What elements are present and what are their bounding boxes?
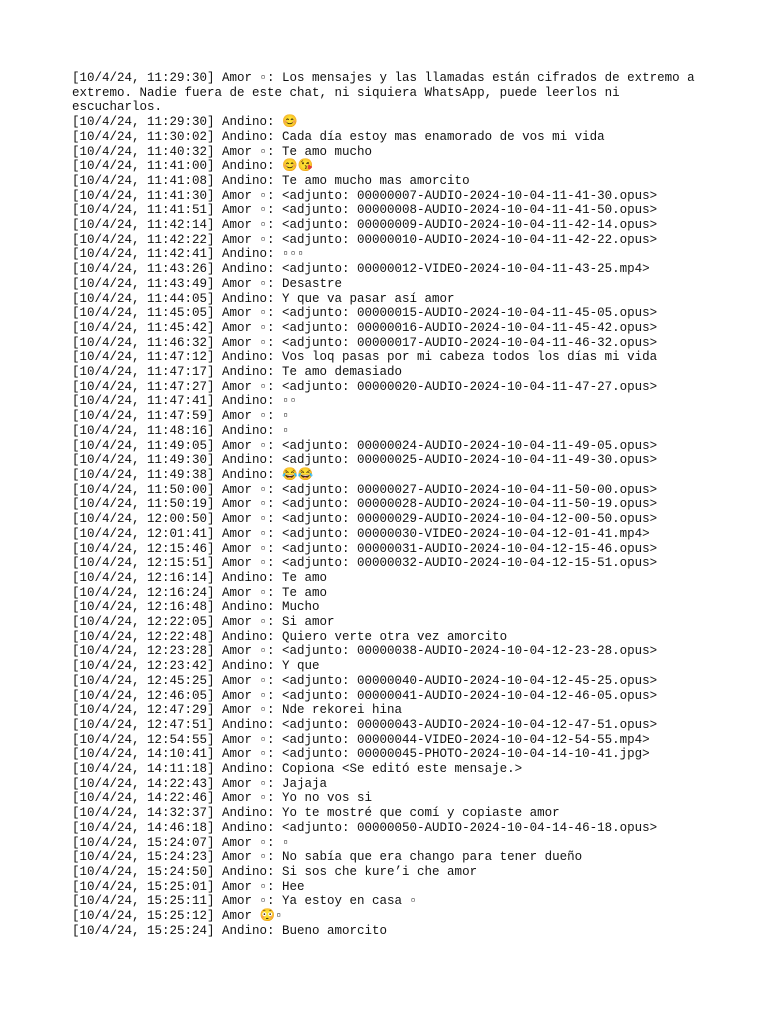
chat-line: [10/4/24, 11:49:38] Andino: 😂😂 (72, 467, 314, 482)
chat-line: [10/4/24, 11:43:26] Andino: <adjunto: 00000012-VIDEO-2024-10-04-11-43-25.mp4> (72, 262, 650, 277)
chat-line: [10/4/24, 11:47:41] Andino: ▫▫ (72, 394, 298, 409)
chat-line: [10/4/24, 12:46:05] Amor ▫: <adjunto: 00000041-AUDIO-2024-10-04-12-46-05.opus> (72, 688, 658, 703)
chat-line: [10/4/24, 11:42:14] Amor ▫: <adjunto: 00000009-AUDIO-2024-10-04-11-42-14.opus> (72, 218, 658, 233)
chat-line: [10/4/24, 15:24:07] Amor ▫: ▫ (72, 835, 290, 850)
chat-line: [10/4/24, 11:44:05] Andino: Y que va pasar así amor (72, 291, 455, 306)
chat-line: [10/4/24, 12:22:48] Andino: Quiero verte otra vez amorcito (72, 629, 508, 644)
chat-line: [10/4/24, 12:16:24] Amor ▫: Te amo (72, 585, 328, 600)
chat-line: [10/4/24, 15:25:12] Amor 😳▫ (72, 909, 283, 924)
chat-line: [10/4/24, 14:22:46] Amor ▫: Yo no vos si (72, 791, 373, 806)
chat-line: [10/4/24, 12:00:50] Amor ▫: <adjunto: 00000029-AUDIO-2024-10-04-12-00-50.opus> (72, 512, 658, 527)
chat-line: [10/4/24, 14:46:18] Andino: <adjunto: 00000050-AUDIO-2024-10-04-14-46-18.opus> (72, 820, 658, 835)
chat-line: [10/4/24, 11:29:30] Andino: 😊 (72, 115, 298, 130)
chat-line: [10/4/24, 11:45:05] Amor ▫: <adjunto: 00000015-AUDIO-2024-10-04-11-45-05.opus> (72, 306, 658, 321)
chat-line: [10/4/24, 11:41:08] Andino: Te amo mucho mas amorcito (72, 173, 470, 188)
chat-line: [10/4/24, 11:43:49] Amor ▫: Desastre (72, 276, 343, 291)
chat-line: [10/4/24, 11:50:00] Amor ▫: <adjunto: 00000027-AUDIO-2024-10-04-11-50-00.opus> (72, 482, 658, 497)
chat-line: [10/4/24, 11:50:19] Amor ▫: <adjunto: 00000028-AUDIO-2024-10-04-11-50-19.opus> (72, 497, 658, 512)
chat-line: [10/4/24, 12:23:28] Amor ▫: <adjunto: 00000038-AUDIO-2024-10-04-12-23-28.opus> (72, 644, 658, 659)
chat-line: [10/4/24, 12:15:51] Amor ▫: <adjunto: 00000032-AUDIO-2024-10-04-12-15-51.opus> (72, 556, 658, 571)
chat-line: [10/4/24, 15:24:23] Amor ▫: No sabía que era chango para tener dueño (72, 850, 583, 865)
chat-line: [10/4/24, 15:25:01] Amor ▫: Hee (72, 879, 305, 894)
chat-line: [10/4/24, 11:47:27] Amor ▫: <adjunto: 00000020-AUDIO-2024-10-04-11-47-27.opus> (72, 379, 658, 394)
chat-line: [10/4/24, 11:48:16] Andino: ▫ (72, 423, 290, 438)
chat-line: [10/4/24, 11:40:32] Amor ▫: Te amo mucho (72, 144, 373, 159)
chat-line: [10/4/24, 11:46:32] Amor ▫: <adjunto: 00000017-AUDIO-2024-10-04-11-46-32.opus> (72, 335, 658, 350)
chat-line: [10/4/24, 11:45:42] Amor ▫: <adjunto: 00000016-AUDIO-2024-10-04-11-45-42.opus> (72, 320, 658, 335)
chat-line: [10/4/24, 14:32:37] Andino: Yo te mostré que comí y copiaste amor (72, 806, 560, 821)
chat-line: [10/4/24, 11:41:51] Amor ▫: <adjunto: 00000008-AUDIO-2024-10-04-11-41-50.opus> (72, 203, 658, 218)
chat-line: [10/4/24, 12:54:55] Amor ▫: <adjunto: 00000044-VIDEO-2024-10-04-12-54-55.mp4> (72, 732, 650, 747)
chat-line: [10/4/24, 11:29:30] Amor ▫: Los mensajes y las llamadas están cifrados de extremo a extremo. Nadie fuera de este chat, ni siquiera WhatsApp, puede leerlos ni escucharlos. (72, 71, 703, 115)
chat-line: [10/4/24, 11:47:17] Andino: Te amo demasiado (72, 365, 403, 380)
chat-line: [10/4/24, 11:30:02] Andino: Cada día estoy mas enamorado de vos mi vida (72, 129, 605, 144)
chat-line: [10/4/24, 14:22:43] Amor ▫: Jajaja (72, 776, 328, 791)
chat-line: [10/4/24, 12:47:51] Andino: <adjunto: 00000043-AUDIO-2024-10-04-12-47-51.opus> (72, 717, 658, 732)
chat-line: [10/4/24, 11:42:22] Amor ▫: <adjunto: 00000010-AUDIO-2024-10-04-11-42-22.opus> (72, 232, 658, 247)
chat-log (72, 71, 702, 938)
chat-line: [10/4/24, 12:01:41] Amor ▫: <adjunto: 00000030-VIDEO-2024-10-04-12-01-41.mp4> (72, 526, 650, 541)
chat-line: [10/4/24, 11:49:30] Andino: <adjunto: 00000025-AUDIO-2024-10-04-11-49-30.opus> (72, 453, 658, 468)
chat-line: [10/4/24, 11:41:30] Amor ▫: <adjunto: 00000007-AUDIO-2024-10-04-11-41-30.opus> (72, 188, 658, 203)
chat-line: [10/4/24, 15:25:24] Andino: Bueno amorcito (72, 923, 388, 938)
chat-line: [10/4/24, 11:47:59] Amor ▫: ▫ (72, 409, 290, 424)
chat-line: [10/4/24, 12:23:42] Andino: Y que (72, 659, 320, 674)
chat-line: [10/4/24, 15:24:50] Andino: Si sos che kure’i che amor (72, 864, 478, 879)
chat-line: [10/4/24, 11:41:00] Andino: 😊😘 (72, 159, 314, 174)
chat-line: [10/4/24, 14:10:41] Amor ▫: <adjunto: 00000045-PHOTO-2024-10-04-14-10-41.jpg> (72, 747, 650, 762)
chat-line: [10/4/24, 12:16:48] Andino: Mucho (72, 600, 320, 615)
chat-line: [10/4/24, 12:45:25] Amor ▫: <adjunto: 00000040-AUDIO-2024-10-04-12-45-25.opus> (72, 673, 658, 688)
chat-line: [10/4/24, 11:47:12] Andino: Vos loq pasas por mi cabeza todos los días mi vida (72, 350, 658, 365)
chat-line: [10/4/24, 11:42:41] Andino: ▫▫▫ (72, 247, 305, 262)
chat-line: [10/4/24, 14:11:18] Andino: Copiona <Se editó este mensaje.> (72, 762, 523, 777)
chat-line: [10/4/24, 12:47:29] Amor ▫: Nde rekorei hina (72, 703, 403, 718)
chat-line: [10/4/24, 12:16:14] Andino: Te amo (72, 570, 328, 585)
chat-line: [10/4/24, 12:15:46] Amor ▫: <adjunto: 00000031-AUDIO-2024-10-04-12-15-46.opus> (72, 541, 658, 556)
chat-line: [10/4/24, 15:25:11] Amor ▫: Ya estoy en casa ▫ (72, 894, 418, 909)
chat-line: [10/4/24, 12:22:05] Amor ▫: Si amor (72, 615, 335, 630)
chat-line: [10/4/24, 11:49:05] Amor ▫: <adjunto: 00000024-AUDIO-2024-10-04-11-49-05.opus> (72, 438, 658, 453)
